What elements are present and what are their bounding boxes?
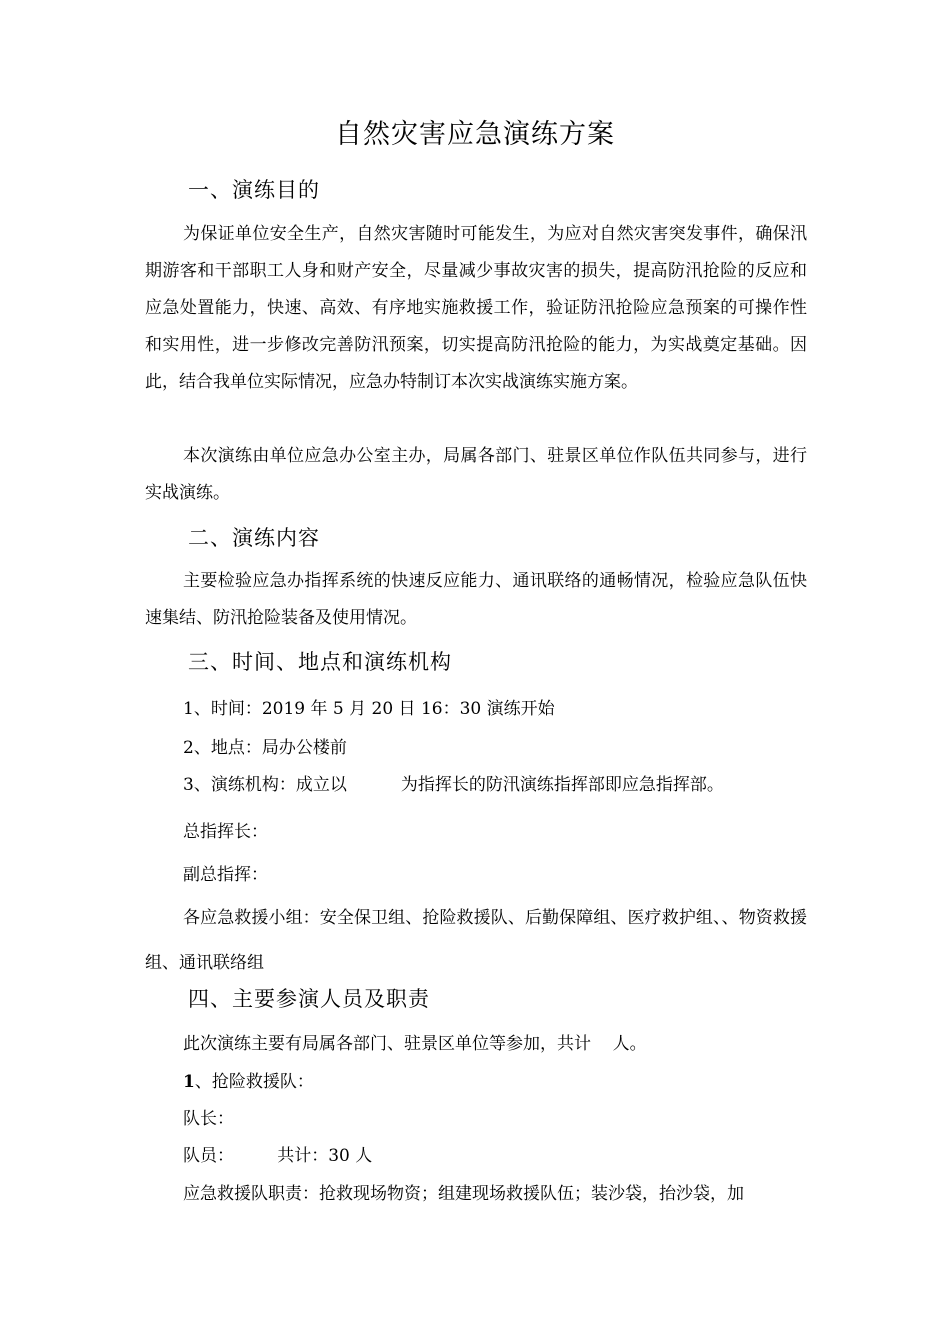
- section-heading-content: 二、演练内容: [188, 526, 320, 550]
- line-team-duty: 应急救援队职责：抢救现场物资；组建现场救援队伍；装沙袋，抬沙袋，加: [183, 1184, 744, 1204]
- line-rescue-team: [183, 1067, 314, 1092]
- paragraph-content: 主要检验应急办指挥系统的快速反应能力、通讯联络的通畅情况，检验应急队伍快速集结、防汛抢险装备及使用情况。: [145, 571, 807, 628]
- line-organization: 3、演练机构：成立以 为指挥长的防汛演练指挥部即应急指挥部。: [183, 775, 724, 795]
- paragraph-purpose: 为保证单位安全生产，自然灾害随时可能发生，为应对自然灾害突发事件，确保汛期游客和干部职工人身和财产安全，尽量减少事故灾害的损失，提高防汛抢险的反应和应急处置能力，快速、高效、有序地实施救援工作，验证防汛抢险应急预案的可操作性和实用性，进一步修改完善防汛预案，切实提高防汛抢险的能力，为实战奠定基础。因此，结合我单位实际情况，应急办特制订本次实战演练实施方案。: [145, 224, 807, 392]
- line-deputy-commander: 副总指挥：: [183, 865, 268, 885]
- line-team-members: 队员： 共计：30 人: [183, 1146, 373, 1166]
- rescue-team-number: 1: [183, 1072, 195, 1092]
- document-title: 自然灾害应急演练方案: [335, 119, 615, 150]
- line-participants: 此次演练主要有局属各部门、驻景区单位等参加，共计 人。: [183, 1034, 647, 1054]
- section-heading-personnel: 四、主要参演人员及职责: [188, 987, 430, 1011]
- section-heading-time-place: 三、时间、地点和演练机构: [188, 650, 452, 674]
- line-chief-commander: 总指挥长：: [183, 822, 268, 842]
- section-heading-purpose: 一、演练目的: [188, 178, 320, 202]
- line-team-leader: 队长：: [183, 1109, 234, 1129]
- paragraph-organizer: 本次演练由单位应急办公室主办，局属各部门、驻景区单位作队伍共同参与，进行实战演练。: [145, 446, 807, 503]
- line-place: 2、地点：局办公楼前: [183, 738, 347, 758]
- paragraph-rescue-groups: 各应急救援小组：安全保卫组、抢险救援队、后勤保障组、医疗救护组、、物资救援组、通讯联络组: [145, 908, 807, 973]
- line-time: 1、时间：2019 年 5 月 20 日 16：30 演练开始: [183, 699, 555, 719]
- rescue-team-name: 、抢险救援队：: [194, 1072, 314, 1092]
